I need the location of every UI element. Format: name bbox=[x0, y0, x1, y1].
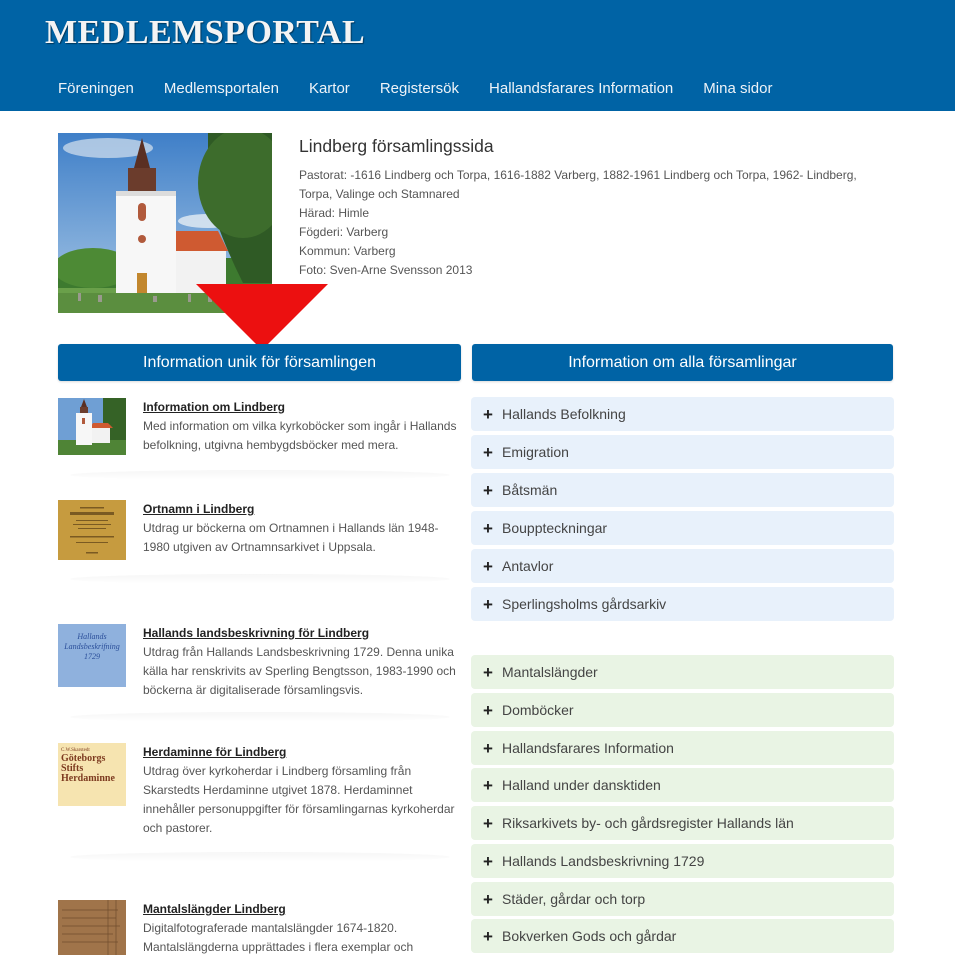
church-thumb[interactable] bbox=[58, 398, 126, 455]
accordion-halland-under-dansktiden[interactable] bbox=[471, 768, 894, 802]
item-title-link[interactable]: Herdaminne för Lindberg bbox=[143, 745, 287, 759]
item-description: Digitalfotograferade mantalslängder 1674-1820. Mantalslängderna upprättades i flera exemplar och bbox=[143, 921, 414, 954]
accordion-label: Hallands Landsbeskrivning 1729 bbox=[502, 853, 705, 869]
list-item bbox=[58, 398, 458, 458]
accordion-label: Emigration bbox=[502, 444, 569, 460]
nav-kartor[interactable]: Kartor bbox=[308, 80, 350, 97]
accordion-bouppteckningar[interactable] bbox=[471, 511, 894, 545]
accordion-label: Bokverken Gods och gårdar bbox=[502, 928, 677, 944]
item-description: Utdrag ur böckerna om Ortnamnen i Hallands län 1948-1980 utgiven av Ortnamnsarkivet i Uppsala. bbox=[143, 521, 439, 554]
red-arrow-down-icon bbox=[196, 284, 328, 350]
separator bbox=[70, 574, 450, 584]
parish-title: Lindberg församlingssida bbox=[299, 136, 494, 156]
accordion-label: Sperlingsholms gårdsarkiv bbox=[502, 596, 667, 612]
nav-foreningen[interactable]: Föreningen bbox=[58, 80, 134, 97]
accordion-label: Domböcker bbox=[502, 702, 574, 718]
site-logo[interactable]: MEDLEMSPORTAL bbox=[45, 14, 366, 51]
thumb-text: Stifts bbox=[61, 763, 84, 774]
accordion-label: Städer, gårdar och torp bbox=[502, 891, 646, 907]
accordion-hallands-befolkning[interactable] bbox=[471, 397, 894, 431]
plus-icon: + bbox=[483, 889, 493, 909]
thumb-text: C.W.Skarstedt bbox=[61, 748, 90, 753]
item-title-link[interactable]: Ortnamn i Lindberg bbox=[143, 502, 255, 516]
plus-icon: + bbox=[483, 738, 493, 758]
book-cover-ortnamn[interactable] bbox=[58, 500, 126, 560]
nav-mina-sidor[interactable]: Mina sidor bbox=[703, 80, 773, 97]
separator bbox=[70, 852, 450, 862]
plus-icon: + bbox=[483, 556, 493, 576]
accordion-dombocker[interactable] bbox=[471, 693, 894, 727]
parish-kommun: Kommun: Varberg bbox=[299, 244, 396, 258]
nav-registersok[interactable]: Registersök bbox=[379, 80, 460, 97]
main-nav bbox=[58, 80, 802, 97]
accordion-label: Halland under dansktiden bbox=[502, 777, 661, 793]
list-item bbox=[58, 624, 458, 704]
plus-icon: + bbox=[483, 442, 493, 462]
item-title-link[interactable]: Mantalslängder Lindberg bbox=[143, 902, 286, 916]
parish-fogderi: Fögderi: Varberg bbox=[299, 225, 389, 239]
thumb-text: Landsbeskrifning bbox=[64, 642, 120, 651]
plus-icon: + bbox=[483, 775, 493, 795]
item-title-link[interactable]: Information om Lindberg bbox=[143, 400, 285, 414]
plus-icon: + bbox=[483, 480, 493, 500]
item-description: Utdrag från Hallands Landsbeskrivning 1729. Denna unika källa har renskrivits av Sperling Bengtsson, 1983-1990 och böckerna är digitaliserade församlingsvis. bbox=[143, 645, 456, 697]
accordion-hallands-landsbeskrivning-1729[interactable] bbox=[471, 844, 894, 878]
accordion-stader-gardar-torp[interactable] bbox=[471, 882, 894, 916]
unique-info-header: Information unik för församlingen bbox=[58, 344, 461, 381]
accordion-mantalslangder[interactable] bbox=[471, 655, 894, 689]
plus-icon: + bbox=[483, 851, 493, 871]
item-description: Med information om vilka kyrkoböcker som ingår i Hallands befolkning, utgivna hembygdsböcker med mera. bbox=[143, 419, 457, 452]
plus-icon: + bbox=[483, 594, 493, 614]
thumb-text: Hallands bbox=[77, 632, 107, 641]
plus-icon: + bbox=[483, 518, 493, 538]
book-cover-herdaminne[interactable] bbox=[58, 743, 126, 806]
site-header bbox=[0, 0, 955, 111]
plus-icon: + bbox=[483, 662, 493, 682]
list-item bbox=[58, 743, 458, 843]
nav-medlemsportalen[interactable]: Medlemsportalen bbox=[163, 80, 279, 97]
item-title-link[interactable]: Hallands landsbeskrivning för Lindberg bbox=[143, 626, 370, 640]
item-description: Utdrag över kyrkoherdar i Lindberg församling från Skarstedts Herdaminne utgivet 1878. Herdaminnet innehåller personuppgifter för församlingarnas kyrkoherdar och pastorer. bbox=[143, 764, 455, 835]
accordion-hallandsfarares-information[interactable] bbox=[471, 731, 894, 765]
all-parishes-header: Information om alla församlingar bbox=[472, 344, 893, 381]
accordion-riksarkivets-register[interactable] bbox=[471, 806, 894, 840]
thumb-text: Göteborgs bbox=[61, 753, 106, 764]
accordion-label: Båtsmän bbox=[502, 482, 558, 498]
thumb-text: Herdaminne bbox=[61, 773, 115, 784]
separator bbox=[70, 470, 450, 480]
parish-harad: Härad: Himle bbox=[299, 206, 370, 220]
plus-icon: + bbox=[483, 404, 493, 424]
separator bbox=[70, 712, 450, 722]
accordion-label: Hallandsfarares Information bbox=[502, 740, 674, 756]
plus-icon: + bbox=[483, 813, 493, 833]
thumb-text: 1729 bbox=[84, 652, 100, 661]
accordion-label: Mantalslängder bbox=[502, 664, 598, 680]
parish-pastorat: Pastorat: -1616 Lindberg och Torpa, 1616-1882 Varberg, 1882-1961 Lindberg och Torpa, 1962- Lindberg, Torpa, Valinge och Stamnared bbox=[299, 168, 857, 201]
nav-hallandsfarares-information[interactable]: Hallandsfarares Information bbox=[489, 80, 674, 97]
plus-icon: + bbox=[483, 926, 493, 946]
accordion-label: Antavlor bbox=[502, 558, 554, 574]
accordion-label: Riksarkivets by- och gårdsregister Hallands län bbox=[502, 815, 794, 831]
accordion-sperlingsholms-gardsarkiv[interactable] bbox=[471, 587, 894, 621]
accordion-bokverken-gods-gardar[interactable] bbox=[471, 919, 894, 953]
manuscript-thumb[interactable] bbox=[58, 900, 126, 955]
list-item bbox=[58, 900, 458, 955]
accordion-antavlor[interactable] bbox=[471, 549, 894, 583]
accordion-batsman[interactable] bbox=[471, 473, 894, 507]
accordion-emigration[interactable] bbox=[471, 435, 894, 469]
accordion-label: Bouppteckningar bbox=[502, 520, 608, 536]
accordion-label: Hallands Befolkning bbox=[502, 406, 626, 422]
parish-info bbox=[299, 136, 879, 280]
parish-photo-credit: Foto: Sven-Arne Svensson 2013 bbox=[299, 263, 473, 277]
book-cover-landsbeskrivning[interactable] bbox=[58, 624, 126, 687]
list-item bbox=[58, 500, 458, 560]
plus-icon: + bbox=[483, 700, 493, 720]
